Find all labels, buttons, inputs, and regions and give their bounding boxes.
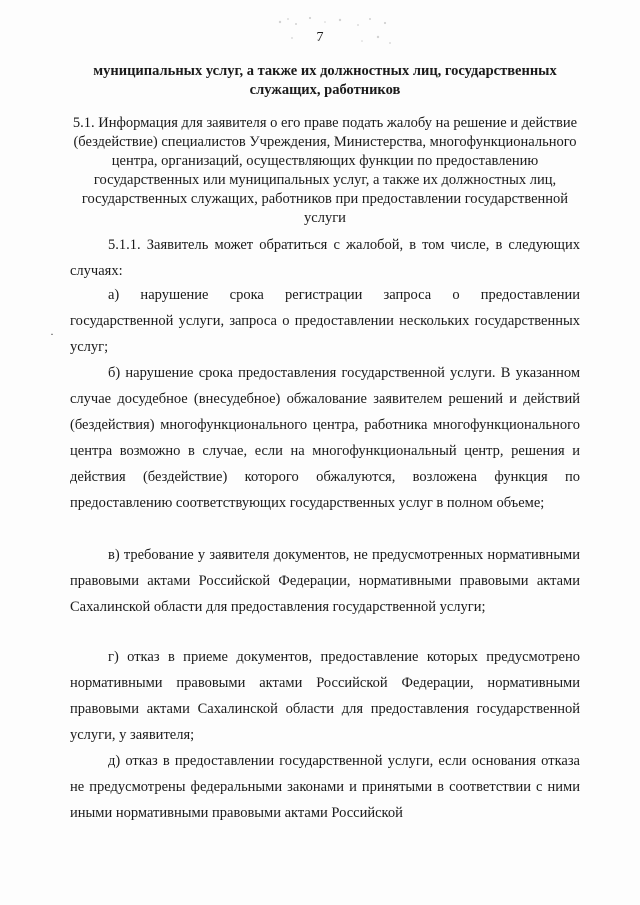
paragraph-item-a: а) нарушение срока регистрации запроса о предоставлении государственной услуги, запроса о предоставлении нескольких государственных услуг;	[70, 287, 580, 355]
paragraph-item-d: д) отказ в предоставлении государственной услуги, если основания отказа не предусмотрены федеральными законами и принятыми в соответствии с ними иными нормативными правовыми актами Российской	[70, 753, 580, 821]
paragraph-item-g: г) отказ в приеме документов, предоставление которых предусмотрено нормативными правовыми актами Российской Федерации, нормативными правовыми актами Сахалинской области для предоставления государственной услуги, у заявителя;	[70, 649, 580, 743]
paragraph-item-b: б) нарушение срока предоставления государственной услуги. В указанном случае досудебное (внесудебное) обжалование заявителем решений и действий (бездействия) многофункционального центра, работника многофункционального центра возможно в случае, если на многофункциональный центр, решения и действия (бездействие) которого обжалуются, возложена функция по предоставлению соответствующих государственных услуг в полном объеме;	[70, 365, 580, 511]
paragraph-item-v: в) требование у заявителя документов, не предусмотренных нормативными правовыми актами Российской Федерации, нормативными правовыми актами Сахалинской области для предоставления государственной услуги;	[70, 547, 580, 615]
section-heading: муниципальных услуг, а также их должностных лиц, государственных служащих, работников	[93, 63, 557, 98]
page-number: 7	[316, 30, 324, 45]
paragraph-5-1-1: 5.1.1. Заявитель может обратиться с жалобой, в том числе, в следующих случаях:	[70, 237, 580, 279]
section-subheading: 5.1. Информация для заявителя о его праве подать жалобу на решение и действие (бездействие) специалистов Учреждения, Министерства, многофункционального центра, организаций, осуществляющих функции по предоставлению государственных или муниципальных услуг, а также их должностных лиц, государственных служащих, работников при предоставлении государственной услуги	[72, 115, 578, 226]
margin-mark: ·	[50, 327, 54, 341]
